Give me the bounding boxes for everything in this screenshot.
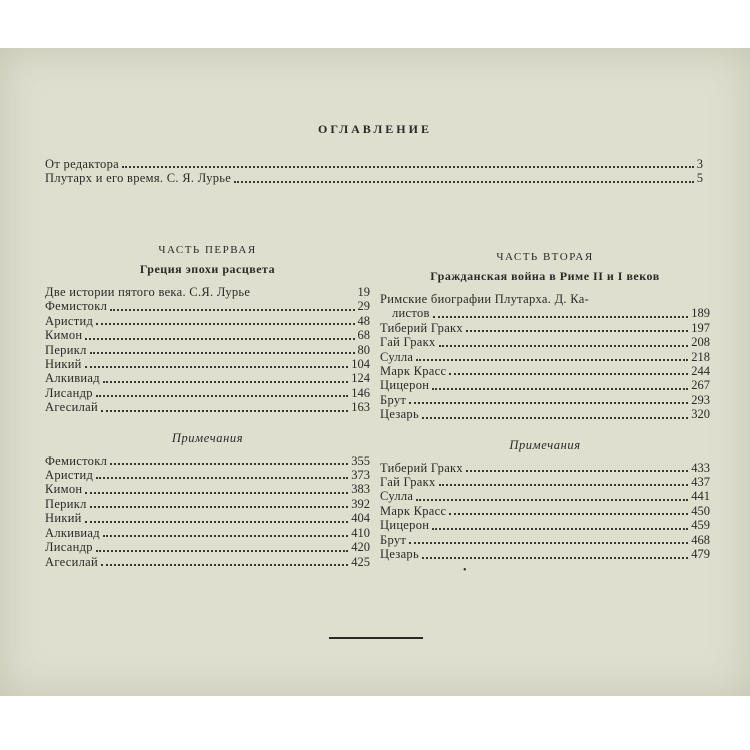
entry-label: Цицерон (380, 518, 430, 533)
entry-page: 218 (691, 349, 710, 364)
toc-entry (45, 343, 370, 357)
leader-dots (85, 492, 348, 494)
entry-label: Никий (45, 511, 82, 526)
leader-dots (85, 338, 354, 340)
entry-page: 441 (691, 489, 710, 504)
entry-page: 410 (351, 525, 370, 540)
toc-entry (45, 285, 370, 299)
entry-label: Фемистокл (45, 453, 108, 468)
entry-label: Плутарх и его время. С. Я. Лурье (45, 171, 232, 186)
entry-label: Тиберий Гракх (380, 320, 463, 335)
entry-page: 29 (357, 299, 370, 314)
toc-entry (380, 547, 710, 561)
entry-page: 392 (351, 496, 370, 511)
toc-entry (45, 526, 370, 540)
entry-label: Алкивиад (45, 371, 100, 386)
leader-dots (90, 352, 355, 354)
toc-entry (45, 386, 370, 400)
toc-entry (45, 171, 703, 185)
entry-page: 383 (351, 482, 370, 497)
entry-label: Агесилай (45, 400, 98, 415)
leader-dots (433, 316, 689, 318)
entry-page: 189 (691, 306, 710, 321)
leader-dots (416, 359, 688, 361)
front-matter (45, 157, 703, 186)
entry-page: 197 (691, 320, 710, 335)
toc-entry (45, 497, 370, 511)
part-two-heading: ЧАСТЬ ВТОРАЯ (496, 251, 594, 263)
entry-label: Гай Гракх (380, 335, 436, 350)
entry-page: 124 (351, 371, 370, 386)
part-one-column (45, 244, 370, 569)
part-two-entries (380, 321, 710, 422)
leader-dots (85, 521, 349, 523)
toc-entry (380, 306, 710, 320)
entry-page: 68 (357, 328, 370, 343)
entry-label: Агесилай (45, 554, 98, 569)
entry-label: Гай Гракх (380, 475, 436, 490)
toc-entry (380, 321, 710, 335)
divider-rule (329, 637, 423, 639)
part-one-entries (45, 285, 370, 415)
part-two-subheading: Гражданская война в Риме II и I веков (430, 269, 660, 283)
entry-page: 373 (351, 468, 370, 483)
entry-page: 104 (351, 357, 370, 372)
entry-label: Цицерон (380, 378, 430, 393)
entry-label: Аристид (45, 313, 94, 328)
toc-entry (380, 350, 710, 364)
part-two-notes (380, 461, 710, 562)
leader-dots (110, 309, 354, 311)
entry-label: Две истории пятого века. С.Я. Лурье (45, 285, 251, 299)
entry-label: Тиберий Гракх (380, 460, 463, 475)
part-two-column (380, 251, 710, 562)
entry-page: 404 (351, 511, 370, 526)
toc-entry (380, 393, 710, 407)
leader-dots (409, 402, 688, 404)
entry-label: листов (392, 306, 430, 321)
toc-entry (45, 555, 370, 569)
entry-page: 355 (351, 453, 370, 468)
toc-entry (380, 292, 710, 306)
toc-entry (380, 407, 710, 421)
leader-dots (449, 513, 688, 515)
entry-label: Фемистокл (45, 299, 108, 314)
entry-page: 267 (691, 378, 710, 393)
leader-dots (439, 484, 689, 486)
toc-entry (45, 540, 370, 554)
leader-dots (101, 410, 348, 412)
toc-entry (45, 511, 370, 525)
leader-dots (96, 550, 348, 552)
leader-dots (103, 381, 348, 383)
leader-dots (432, 528, 688, 530)
leader-dots (103, 535, 348, 537)
entry-label: Аристид (45, 468, 94, 483)
entry-page: 437 (691, 475, 710, 490)
entry-page: 459 (691, 518, 710, 533)
page-title: ОГЛАВЛЕНИЕ (318, 122, 432, 136)
toc-entry (45, 314, 370, 328)
entry-label: Цезарь (380, 547, 419, 562)
entry-label: Перикл (45, 342, 87, 357)
entry-label: Сулла (380, 349, 414, 364)
leader-dots (101, 564, 348, 566)
entry-page: 19 (357, 285, 370, 299)
toc-entry (380, 461, 710, 475)
entry-page: 146 (351, 385, 370, 400)
toc-entry (45, 157, 703, 171)
leader-dots (466, 330, 688, 332)
toc-entry (45, 400, 370, 414)
entry-label: Брут (380, 532, 407, 547)
leader-dots (416, 499, 688, 501)
toc-entry (380, 518, 710, 532)
leader-dots (96, 477, 348, 479)
entry-page: 425 (351, 554, 370, 569)
toc-entry (45, 454, 370, 468)
leader-dots (90, 506, 349, 508)
part-one-notes-heading: Примечания (171, 430, 244, 445)
part-one-heading: ЧАСТЬ ПЕРВАЯ (158, 244, 257, 256)
entry-page: 3 (696, 157, 703, 171)
entry-page: 293 (691, 392, 710, 407)
leader-dots (466, 470, 688, 472)
entry-label: Цезарь (380, 407, 419, 422)
entry-label: Марк Красс (380, 364, 447, 379)
entry-page: 48 (357, 313, 370, 328)
entry-page: 5 (696, 171, 703, 186)
toc-entry (45, 357, 370, 371)
toc-entry (45, 482, 370, 496)
toc-entry (45, 299, 370, 313)
part-one-subheading: Греция эпохи расцвета (139, 262, 276, 276)
leader-dots (422, 417, 688, 419)
entry-page: 420 (351, 540, 370, 555)
leader-dots (96, 323, 354, 325)
entry-page: 163 (351, 400, 370, 415)
entry-page: 450 (691, 503, 710, 518)
toc-entry (45, 468, 370, 482)
entry-page: 208 (691, 335, 710, 350)
entry-label: Никий (45, 357, 82, 372)
leader-dots (432, 388, 688, 390)
entry-label: Римские биографии Плутарха. Д. Ка- (380, 292, 590, 306)
entry-label: Перикл (45, 496, 87, 511)
entry-page: 468 (691, 532, 710, 547)
toc-entry (380, 504, 710, 518)
ink-speck: • (463, 565, 467, 576)
entry-label: Кимон (45, 328, 83, 343)
leader-dots (122, 166, 694, 168)
leader-dots (422, 557, 688, 559)
entry-label: Марк Красс (380, 503, 447, 518)
leader-dots (449, 373, 688, 375)
entry-label: Брут (380, 392, 407, 407)
leader-dots (96, 395, 348, 397)
toc-entry (380, 378, 710, 392)
entry-label: От редактора (45, 157, 120, 171)
toc-entry (380, 533, 710, 547)
toc-entry (45, 371, 370, 385)
entry-label: Алкивиад (45, 525, 100, 540)
leader-dots (234, 181, 694, 183)
leader-dots (110, 463, 348, 465)
toc-entry (380, 475, 710, 489)
entry-page: 479 (691, 547, 710, 562)
entry-page: 244 (691, 364, 710, 379)
entry-label: Лисандр (45, 540, 93, 555)
leader-dots (85, 366, 349, 368)
entry-label: Лисандр (45, 385, 93, 400)
toc-entry (45, 328, 370, 342)
entry-label: Кимон (45, 482, 83, 497)
entry-label: Сулла (380, 489, 414, 504)
entry-page: 433 (691, 460, 710, 475)
part-two-notes-heading: Примечания (509, 437, 581, 452)
entry-page: 80 (357, 342, 370, 357)
leader-dots (409, 542, 688, 544)
toc-entry (380, 335, 710, 349)
toc-entry (380, 489, 710, 503)
part-one-notes (45, 454, 370, 569)
toc-entry (380, 364, 710, 378)
leader-dots (439, 345, 689, 347)
entry-page: 320 (691, 407, 710, 422)
